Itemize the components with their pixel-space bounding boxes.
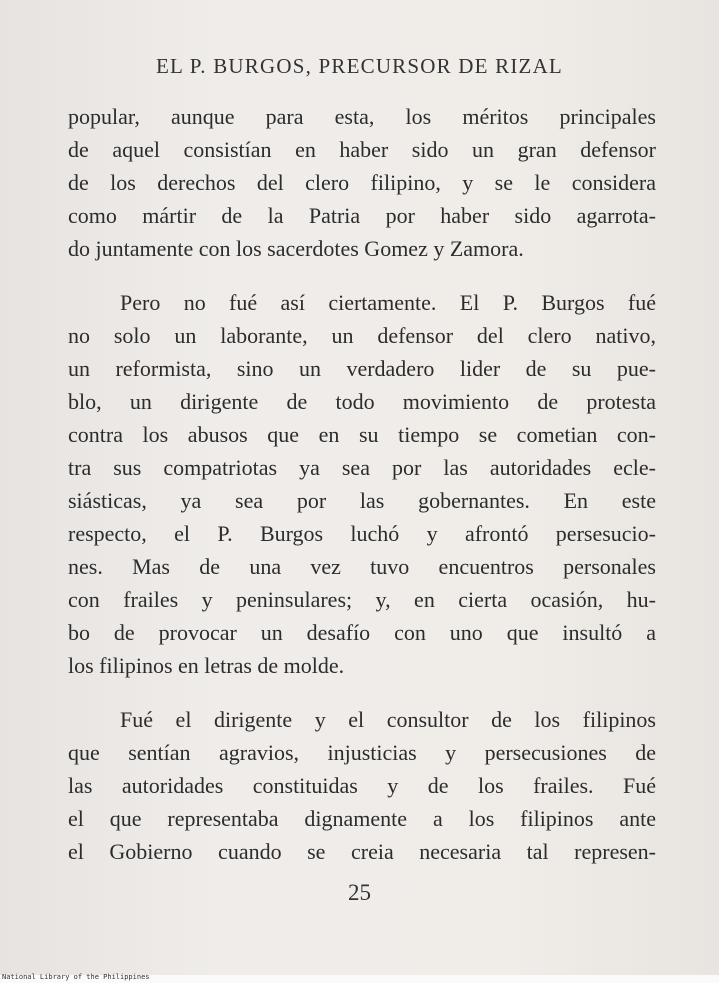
text-line: respecto, el P. Burgos luchó y afrontó persesucio- (68, 521, 656, 546)
footer-bar (0, 975, 719, 983)
text-line: nes. Mas de una vez tuvo encuentros personales (68, 554, 656, 579)
running-header: EL P. BURGOS, PRECURSOR DE RIZAL (156, 54, 563, 78)
paragraph-1 (68, 100, 656, 265)
text-line: el Gobierno cuando se creia necesaria tal represen- (68, 839, 656, 864)
paragraph-2 (68, 286, 656, 682)
text-line: que sentían agravios, injusticias y persecusiones de (68, 740, 656, 765)
text-line: no solo un laborante, un defensor del clero nativo, (68, 323, 656, 348)
body-text (68, 100, 656, 868)
text-line: blo, un dirigente de todo movimiento de protesta (68, 389, 656, 414)
text-line: tra sus compatriotas ya sea por las autoridades ecle- (68, 455, 656, 480)
text-line: Pero no fué así ciertamente. El P. Burgos fué (120, 290, 656, 315)
text-line: Fué el dirigente y el consultor de los filipinos (120, 707, 656, 732)
text-line: un reformista, sino un verdadero lider de su pue- (68, 356, 656, 381)
text-line: do juntamente con los sacerdotes Gomez y Zamora. (68, 236, 524, 261)
text-line: popular, aunque para esta, los méritos principales (68, 104, 656, 129)
text-line: los filipinos en letras de molde. (68, 653, 345, 678)
text-line: contra los abusos que en su tiempo se cometian con- (68, 422, 656, 447)
text-line: con frailes y peninsulares; y, en cierta ocasión, hu- (68, 587, 656, 612)
text-line: las autoridades constituidas y de los frailes. Fué (68, 773, 656, 798)
paragraph-3 (68, 703, 656, 868)
text-line: como mártir de la Patria por haber sido agarrota- (68, 203, 656, 228)
text-line: de los derechos del clero filipino, y se le considera (68, 170, 656, 195)
text-line: de aquel consistían en haber sido un gran defensor (68, 137, 656, 162)
page-number: 25 (348, 880, 371, 905)
text-line: siásticas, ya sea por las gobernantes. En este (68, 488, 656, 513)
library-credit: National Library of the Philippines (2, 973, 150, 981)
text-line: el que representaba dignamente a los filipinos ante (68, 806, 656, 831)
text-line: bo de provocar un desafío con uno que insultó a (68, 620, 656, 645)
